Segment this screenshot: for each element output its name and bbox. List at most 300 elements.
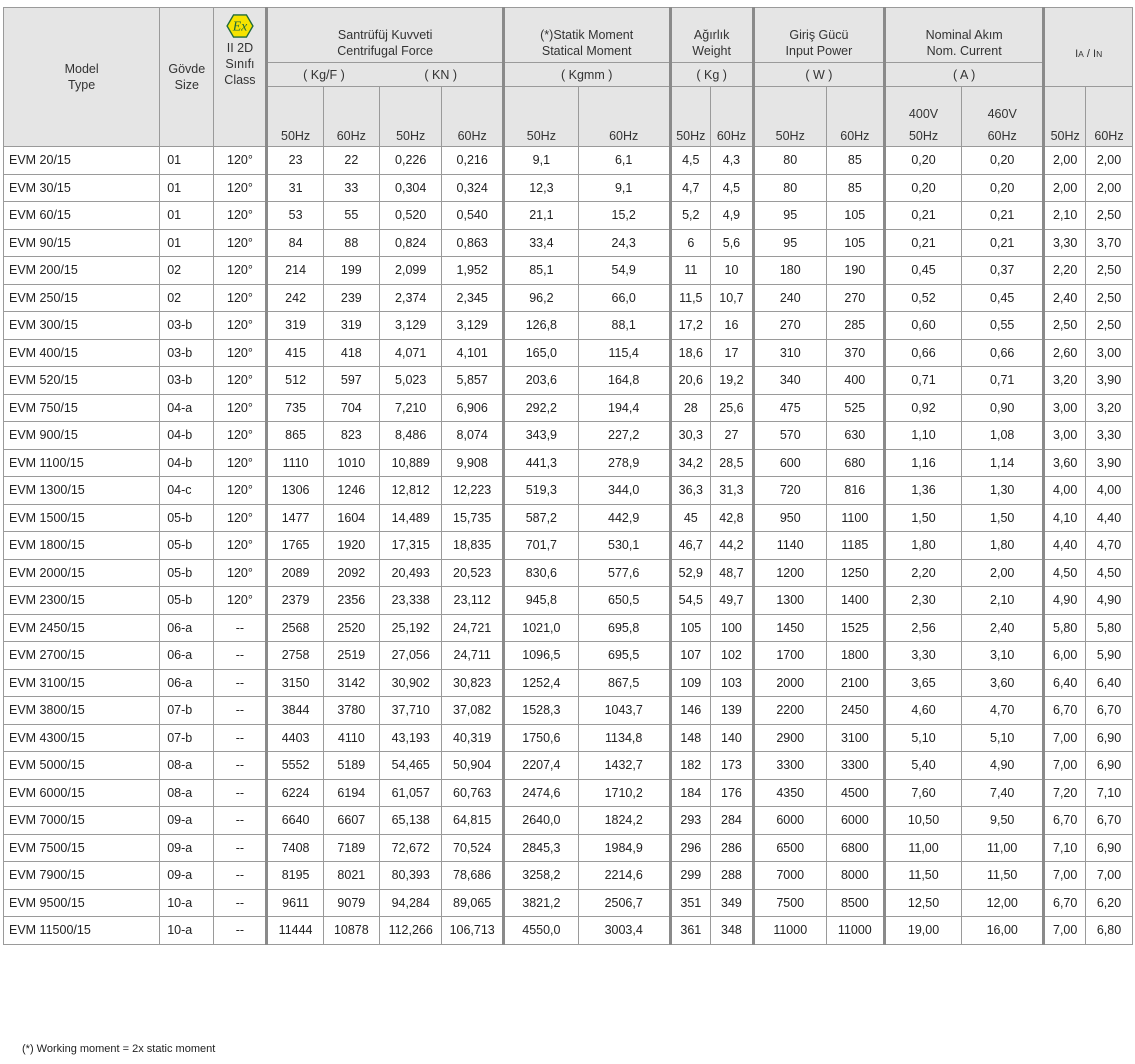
model-cell: EVM 60/15 (4, 202, 160, 230)
value-cell: 176 (711, 779, 754, 807)
value-cell: 1246 (323, 477, 379, 505)
size-cell: 04-b (160, 449, 214, 477)
hz-header: 50Hz (670, 87, 711, 147)
value-cell: 0,66 (885, 339, 962, 367)
value-cell: 7,60 (885, 779, 962, 807)
input-power-header: Giriş Gücü Input Power (753, 8, 884, 63)
value-cell: 5,80 (1044, 614, 1086, 642)
table-row (4, 284, 1133, 312)
value-cell: 0,216 (442, 147, 503, 175)
value-cell: 1200 (753, 559, 826, 587)
value-cell: -- (214, 697, 267, 725)
value-cell: 25,192 (379, 614, 441, 642)
size-cell: 10-a (160, 889, 214, 917)
value-cell: 695,5 (578, 642, 670, 670)
value-cell: 55 (323, 202, 379, 230)
value-cell: 1110 (267, 449, 323, 477)
value-cell: 3100 (826, 724, 884, 752)
value-cell: 27,056 (379, 642, 441, 670)
value-cell: 1,14 (962, 449, 1044, 477)
value-cell: 115,4 (578, 339, 670, 367)
value-cell: 4,10 (1044, 504, 1086, 532)
value-cell: 4,3 (711, 147, 754, 175)
w-unit: ( Kg ) (670, 63, 753, 87)
value-cell: 30,902 (379, 669, 441, 697)
value-cell: 16 (711, 312, 754, 340)
value-cell: 8195 (267, 862, 323, 890)
table-row (4, 752, 1133, 780)
value-cell: 5,6 (711, 229, 754, 257)
value-cell: 120° (214, 422, 267, 450)
value-cell: 3844 (267, 697, 323, 725)
value-cell: 6,70 (1086, 807, 1133, 835)
value-cell: 442,9 (578, 504, 670, 532)
value-cell: 120° (214, 174, 267, 202)
value-cell: 6,00 (1044, 642, 1086, 670)
value-cell: 3,70 (1086, 229, 1133, 257)
value-cell: 292,2 (503, 394, 578, 422)
value-cell: 199 (323, 257, 379, 285)
size-cell: 07-b (160, 724, 214, 752)
value-cell: 3,60 (1044, 449, 1086, 477)
table-row (4, 312, 1133, 340)
table-row (4, 559, 1133, 587)
value-cell: 42,8 (711, 504, 754, 532)
svg-text:Ex: Ex (232, 18, 248, 34)
value-cell: 2,099 (379, 257, 441, 285)
table-row (4, 697, 1133, 725)
value-cell: 816 (826, 477, 884, 505)
value-cell: 0,540 (442, 202, 503, 230)
value-cell: 28,5 (711, 449, 754, 477)
value-cell: 4110 (323, 724, 379, 752)
statical-moment-header: (*)Statik Moment Statical Moment (503, 8, 670, 63)
value-cell: 182 (670, 752, 711, 780)
value-cell: 1,50 (962, 504, 1044, 532)
value-cell: 94,284 (379, 889, 441, 917)
value-cell: 85 (826, 147, 884, 175)
model-cell: EVM 750/15 (4, 394, 160, 422)
value-cell: 84 (267, 229, 323, 257)
table-row (4, 504, 1133, 532)
size-cell: 04-c (160, 477, 214, 505)
value-cell: 4,40 (1086, 504, 1133, 532)
value-cell: 120° (214, 312, 267, 340)
value-cell: 2,50 (1086, 202, 1133, 230)
value-cell: 6,90 (1086, 724, 1133, 752)
value-cell: 1252,4 (503, 669, 578, 697)
value-cell: 3,30 (1044, 229, 1086, 257)
value-cell: 2,50 (1086, 284, 1133, 312)
value-cell: 31 (267, 174, 323, 202)
value-cell: 1,50 (885, 504, 962, 532)
value-cell: 173 (711, 752, 754, 780)
value-cell: 1400 (826, 587, 884, 615)
size-cell: 05-b (160, 587, 214, 615)
value-cell: 112,266 (379, 917, 441, 945)
value-cell: 120° (214, 394, 267, 422)
value-cell: 3,30 (885, 642, 962, 670)
value-cell: 1134,8 (578, 724, 670, 752)
value-cell: 20,493 (379, 559, 441, 587)
value-cell: 164,8 (578, 367, 670, 395)
value-cell: 3,129 (442, 312, 503, 340)
value-cell: 1432,7 (578, 752, 670, 780)
value-cell: 2758 (267, 642, 323, 670)
model-cell: EVM 2000/15 (4, 559, 160, 587)
value-cell: 140 (711, 724, 754, 752)
value-cell: 17,315 (379, 532, 441, 560)
value-cell: 1,80 (962, 532, 1044, 560)
value-cell: 2474,6 (503, 779, 578, 807)
value-cell: 43,193 (379, 724, 441, 752)
value-cell: 400 (826, 367, 884, 395)
value-cell: 4,50 (1044, 559, 1086, 587)
value-cell: 1525 (826, 614, 884, 642)
table-row (4, 532, 1133, 560)
value-cell: 2207,4 (503, 752, 578, 780)
value-cell: 11 (670, 257, 711, 285)
value-cell: 54,5 (670, 587, 711, 615)
value-cell: 2100 (826, 669, 884, 697)
value-cell: 7,10 (1044, 834, 1086, 862)
value-cell: 441,3 (503, 449, 578, 477)
value-cell: 18,6 (670, 339, 711, 367)
sm-unit: ( Kgmm ) (503, 63, 670, 87)
value-cell: 102 (711, 642, 754, 670)
model-cell: EVM 1500/15 (4, 504, 160, 532)
value-cell: 10,889 (379, 449, 441, 477)
value-cell: 120° (214, 504, 267, 532)
value-cell: -- (214, 724, 267, 752)
table-row (4, 449, 1133, 477)
value-cell: 5,10 (962, 724, 1044, 752)
value-cell: 650,5 (578, 587, 670, 615)
value-cell: 3003,4 (578, 917, 670, 945)
size-cell: 10-a (160, 917, 214, 945)
value-cell: 4,90 (962, 752, 1044, 780)
value-cell: 3,20 (1086, 394, 1133, 422)
value-cell: 21,1 (503, 202, 578, 230)
value-cell: 10 (711, 257, 754, 285)
value-cell: 3,90 (1086, 449, 1133, 477)
value-cell: 0,226 (379, 147, 441, 175)
model-cell: EVM 4300/15 (4, 724, 160, 752)
value-cell: 31,3 (711, 477, 754, 505)
value-cell: 6,90 (1086, 752, 1133, 780)
value-cell: 70,524 (442, 834, 503, 862)
value-cell: 0,92 (885, 394, 962, 422)
value-cell: 5189 (323, 752, 379, 780)
value-cell: 5,857 (442, 367, 503, 395)
value-cell: 1,08 (962, 422, 1044, 450)
value-cell: 37,710 (379, 697, 441, 725)
value-cell: 107 (670, 642, 711, 670)
value-cell: 1,30 (962, 477, 1044, 505)
value-cell: 284 (711, 807, 754, 835)
value-cell: 88 (323, 229, 379, 257)
value-cell: 33 (323, 174, 379, 202)
value-cell: 0,20 (885, 174, 962, 202)
value-cell: 10878 (323, 917, 379, 945)
value-cell: 830,6 (503, 559, 578, 587)
value-cell: 190 (826, 257, 884, 285)
value-cell: 597 (323, 367, 379, 395)
value-cell: 0,21 (962, 202, 1044, 230)
value-cell: 2000 (753, 669, 826, 697)
value-cell: 54,9 (578, 257, 670, 285)
value-cell: 95 (753, 202, 826, 230)
value-cell: 4,5 (711, 174, 754, 202)
value-cell: 6,906 (442, 394, 503, 422)
value-cell: 12,812 (379, 477, 441, 505)
value-cell: 4,90 (1044, 587, 1086, 615)
value-cell: 0,71 (962, 367, 1044, 395)
size-cell: 01 (160, 147, 214, 175)
ia-in-header: IA / IN (1044, 8, 1133, 87)
value-cell: 54,465 (379, 752, 441, 780)
value-cell: 52,9 (670, 559, 711, 587)
value-cell: 5,80 (1086, 614, 1133, 642)
value-cell: 80 (753, 147, 826, 175)
weight-header: Ağırlık Weight (670, 8, 753, 63)
table-row (4, 367, 1133, 395)
value-cell: 4,50 (1086, 559, 1133, 587)
hz-header: 60Hz (578, 87, 670, 147)
value-cell: 180 (753, 257, 826, 285)
value-cell: 1710,2 (578, 779, 670, 807)
value-cell: 2,50 (1086, 257, 1133, 285)
value-cell: 3150 (267, 669, 323, 697)
spec-table (3, 7, 1133, 945)
model-cell: EVM 200/15 (4, 257, 160, 285)
value-cell: 2506,7 (578, 889, 670, 917)
model-cell: EVM 1100/15 (4, 449, 160, 477)
model-cell: EVM 7900/15 (4, 862, 160, 890)
value-cell: 2520 (323, 614, 379, 642)
value-cell: 6000 (753, 807, 826, 835)
value-cell: 735 (267, 394, 323, 422)
value-cell: 40,319 (442, 724, 503, 752)
value-cell: 4350 (753, 779, 826, 807)
value-cell: 18,835 (442, 532, 503, 560)
value-cell: 7500 (753, 889, 826, 917)
hz-header: 50Hz (753, 87, 826, 147)
value-cell: 66,0 (578, 284, 670, 312)
voltage-hz-header: 400V 50Hz (885, 87, 962, 147)
table-row (4, 669, 1133, 697)
value-cell: 8500 (826, 889, 884, 917)
table-row (4, 229, 1133, 257)
value-cell: 9,1 (503, 147, 578, 175)
value-cell: 20,6 (670, 367, 711, 395)
value-cell: 2,40 (962, 614, 1044, 642)
value-cell: 4,9 (711, 202, 754, 230)
model-cell: EVM 7500/15 (4, 834, 160, 862)
model-header: Model Type (4, 8, 160, 147)
value-cell: 28 (670, 394, 711, 422)
value-cell: 214 (267, 257, 323, 285)
value-cell: 6,40 (1044, 669, 1086, 697)
value-cell: 1,952 (442, 257, 503, 285)
value-cell: 34,2 (670, 449, 711, 477)
value-cell: 0,20 (962, 174, 1044, 202)
value-cell: 299 (670, 862, 711, 890)
size-cell: 08-a (160, 779, 214, 807)
value-cell: 72,672 (379, 834, 441, 862)
value-cell: 0,20 (885, 147, 962, 175)
value-cell: 23,338 (379, 587, 441, 615)
value-cell: 120° (214, 449, 267, 477)
value-cell: 15,735 (442, 504, 503, 532)
size-cell: 03-b (160, 312, 214, 340)
value-cell: 4,40 (1044, 532, 1086, 560)
value-cell: 105 (826, 202, 884, 230)
value-cell: 9,908 (442, 449, 503, 477)
value-cell: 165,0 (503, 339, 578, 367)
value-cell: 1450 (753, 614, 826, 642)
size-cell: 05-b (160, 532, 214, 560)
value-cell: 17 (711, 339, 754, 367)
table-row (4, 587, 1133, 615)
value-cell: 85,1 (503, 257, 578, 285)
size-cell: 03-b (160, 339, 214, 367)
value-cell: 1021,0 (503, 614, 578, 642)
value-cell: 23,112 (442, 587, 503, 615)
table-row (4, 862, 1133, 890)
size-cell: 04-a (160, 394, 214, 422)
value-cell: 3,129 (379, 312, 441, 340)
value-cell: 3821,2 (503, 889, 578, 917)
value-cell: 4,70 (1086, 532, 1133, 560)
table-row (4, 174, 1133, 202)
value-cell: 6,70 (1086, 697, 1133, 725)
value-cell: 340 (753, 367, 826, 395)
value-cell: 4403 (267, 724, 323, 752)
value-cell: 6000 (826, 807, 884, 835)
value-cell: 6,90 (1086, 834, 1133, 862)
hz-header: 50Hz (267, 87, 323, 147)
value-cell: 2379 (267, 587, 323, 615)
hz-header: 50Hz (1044, 87, 1086, 147)
value-cell: 1,36 (885, 477, 962, 505)
value-cell: 120° (214, 202, 267, 230)
value-cell: 6194 (323, 779, 379, 807)
value-cell: 4,5 (670, 147, 711, 175)
value-cell: 3,65 (885, 669, 962, 697)
value-cell: 120° (214, 367, 267, 395)
model-cell: EVM 7000/15 (4, 807, 160, 835)
value-cell: 106,713 (442, 917, 503, 945)
value-cell: 4,90 (1086, 587, 1133, 615)
value-cell: 109 (670, 669, 711, 697)
value-cell: 4,7 (670, 174, 711, 202)
value-cell: 695,8 (578, 614, 670, 642)
value-cell: 49,7 (711, 587, 754, 615)
value-cell: 0,21 (962, 229, 1044, 257)
value-cell: 30,823 (442, 669, 503, 697)
model-cell: EVM 250/15 (4, 284, 160, 312)
value-cell: 2200 (753, 697, 826, 725)
value-cell: 370 (826, 339, 884, 367)
value-cell: 19,2 (711, 367, 754, 395)
value-cell: 4,101 (442, 339, 503, 367)
value-cell: 3,60 (962, 669, 1044, 697)
value-cell: 1250 (826, 559, 884, 587)
value-cell: 3,90 (1086, 367, 1133, 395)
value-cell: 3780 (323, 697, 379, 725)
value-cell: 3,00 (1044, 394, 1086, 422)
value-cell: 2,00 (1086, 147, 1133, 175)
value-cell: 0,60 (885, 312, 962, 340)
value-cell: 3258,2 (503, 862, 578, 890)
value-cell: 203,6 (503, 367, 578, 395)
value-cell: 2,20 (885, 559, 962, 587)
value-cell: 5,90 (1086, 642, 1133, 670)
value-cell: 296 (670, 834, 711, 862)
value-cell: 2089 (267, 559, 323, 587)
value-cell: 242 (267, 284, 323, 312)
value-cell: 105 (670, 614, 711, 642)
value-cell: 5,023 (379, 367, 441, 395)
value-cell: 2,374 (379, 284, 441, 312)
model-cell: EVM 2300/15 (4, 587, 160, 615)
value-cell: 6,70 (1044, 889, 1086, 917)
value-cell: 630 (826, 422, 884, 450)
value-cell: 2519 (323, 642, 379, 670)
size-header: Gövde Size (160, 8, 214, 147)
hz-header: 60Hz (826, 87, 884, 147)
value-cell: 23 (267, 147, 323, 175)
value-cell: 24,3 (578, 229, 670, 257)
value-cell: 600 (753, 449, 826, 477)
value-cell: 7,00 (1044, 752, 1086, 780)
value-cell: 349 (711, 889, 754, 917)
value-cell: 6,20 (1086, 889, 1133, 917)
value-cell: 4,00 (1086, 477, 1133, 505)
value-cell: 2092 (323, 559, 379, 587)
value-cell: -- (214, 807, 267, 835)
class-header: Ex II 2D Sınıfı Class (214, 8, 267, 147)
value-cell: -- (214, 669, 267, 697)
value-cell: 0,66 (962, 339, 1044, 367)
value-cell: 7,40 (962, 779, 1044, 807)
size-cell: 01 (160, 174, 214, 202)
value-cell: 701,7 (503, 532, 578, 560)
value-cell: 6 (670, 229, 711, 257)
value-cell: 6,70 (1044, 807, 1086, 835)
value-cell: 11,00 (885, 834, 962, 862)
value-cell: 46,7 (670, 532, 711, 560)
value-cell: 120° (214, 284, 267, 312)
value-cell: 9611 (267, 889, 323, 917)
value-cell: 8021 (323, 862, 379, 890)
value-cell: 7,20 (1044, 779, 1086, 807)
value-cell: 120° (214, 477, 267, 505)
value-cell: 88,1 (578, 312, 670, 340)
value-cell: 2,50 (1086, 312, 1133, 340)
value-cell: 12,3 (503, 174, 578, 202)
value-cell: -- (214, 917, 267, 945)
size-cell: 02 (160, 257, 214, 285)
size-cell: 09-a (160, 834, 214, 862)
value-cell: 865 (267, 422, 323, 450)
value-cell: 278,9 (578, 449, 670, 477)
table-row (4, 807, 1133, 835)
model-cell: EVM 1300/15 (4, 477, 160, 505)
value-cell: 24,711 (442, 642, 503, 670)
value-cell: 6224 (267, 779, 323, 807)
